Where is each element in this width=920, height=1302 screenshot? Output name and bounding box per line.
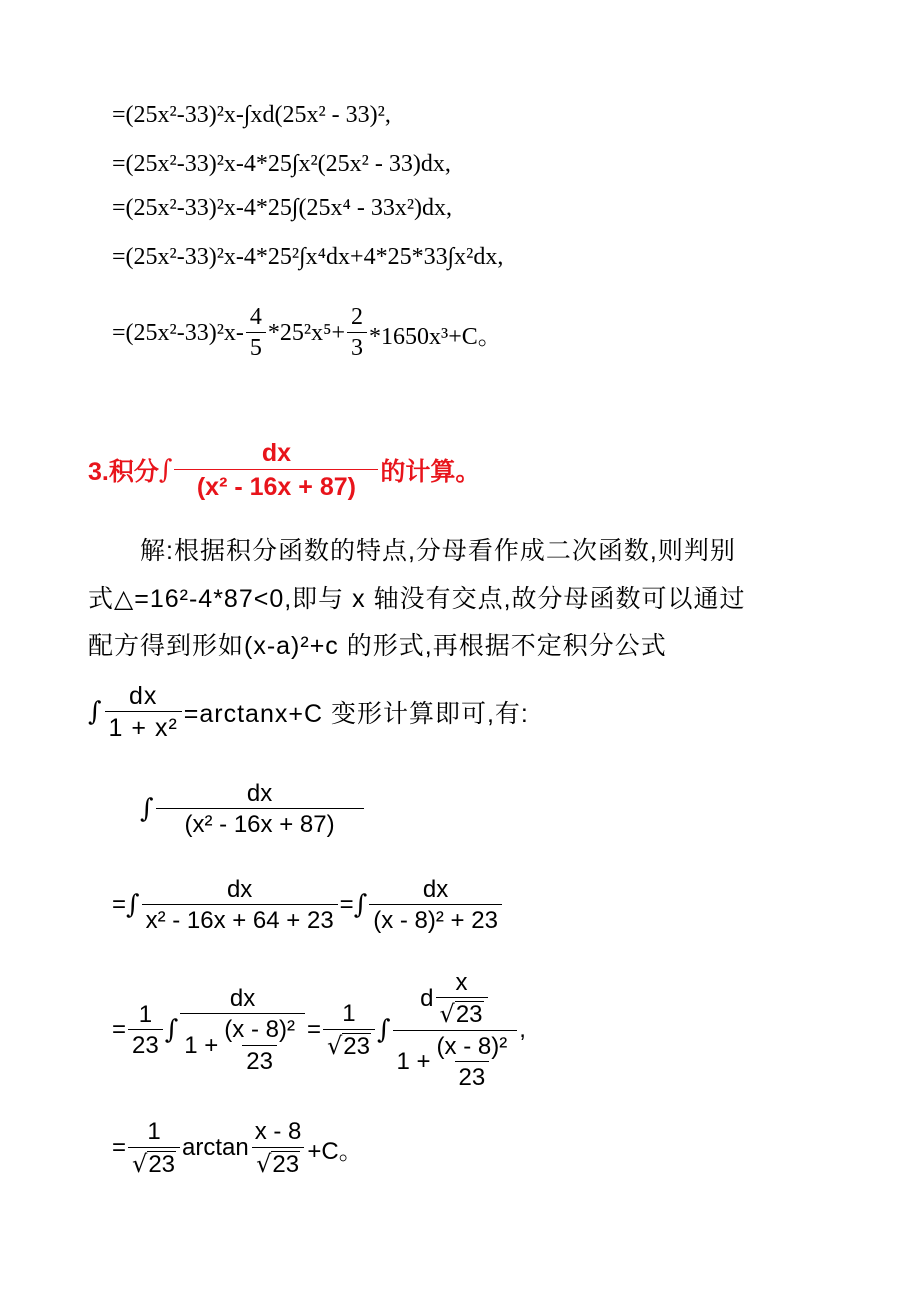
step3-fraction	[180, 986, 305, 1074]
equals-sign: =	[306, 1016, 321, 1043]
step3b-fraction	[393, 970, 518, 1090]
fraction-numerator: dx	[128, 681, 158, 710]
equals-sign: =	[339, 891, 354, 918]
fraction-numerator: dx	[246, 779, 273, 807]
denominator-prefix: 1 +	[184, 1032, 219, 1059]
fraction-numerator: dx	[422, 875, 449, 903]
step1-fraction	[156, 781, 364, 837]
fraction-numerator: 1	[342, 1000, 356, 1028]
arctan-argument-fraction	[251, 1119, 306, 1176]
sqrt-symbol	[440, 1001, 484, 1027]
fraction-numerator: 1	[138, 1000, 153, 1028]
radicand: 23	[148, 1150, 176, 1178]
integral-sign: ∫	[140, 794, 154, 824]
coefficient-fraction-sqrt	[128, 1119, 180, 1176]
section-heading	[88, 432, 480, 508]
equals-sign: =	[112, 891, 127, 918]
solution-line-3: 配方得到形如(x-a)²+c 的形式,再根据不定积分公式	[88, 632, 667, 660]
heading-fraction	[174, 440, 378, 500]
sqrt-symbol	[327, 1033, 371, 1059]
equation-line-3: =(25x²-33)²x-4*25∫(25x⁴ - 33x²)dx,	[112, 195, 453, 221]
nested-fraction	[220, 1017, 299, 1073]
fraction-numerator: 2	[351, 303, 364, 330]
step-3	[112, 960, 526, 1100]
nested-fraction	[436, 970, 488, 1027]
equation-line-4: =(25x²-33)²x-4*25²∫x⁴dx+4*25*33∫x²dx,	[112, 244, 504, 270]
solution-formula-line	[88, 676, 529, 748]
heading-prefix: 3.积分	[88, 458, 159, 486]
fraction-denominator: 3	[347, 332, 367, 361]
fraction-numerator: x - 8	[254, 1118, 302, 1146]
fraction-denominator: 1 + x²	[105, 711, 182, 741]
integral-sign: ∫	[353, 890, 368, 920]
nested-fraction	[433, 1034, 512, 1090]
step-2	[112, 866, 504, 944]
fraction-denominator	[393, 1030, 518, 1090]
fraction-denominator	[180, 1013, 305, 1073]
fraction-denominator: 23	[455, 1061, 490, 1090]
coefficient-fraction-sqrt	[323, 1001, 375, 1058]
equals-sign: =	[112, 1016, 127, 1043]
radical-icon: √	[439, 1000, 455, 1029]
integral-sign: ∫	[88, 697, 103, 727]
step-4	[112, 1108, 363, 1188]
fraction-denominator: x² - 16x + 64 + 23	[142, 904, 338, 933]
fraction-denominator: 5	[246, 332, 266, 361]
denominator-prefix: 1 +	[396, 1048, 431, 1076]
fraction-denominator: 23	[128, 1029, 163, 1058]
solution-line-2: 式△=16²-4*87<0,即与 x 轴没有交点,故分母函数可以通过	[88, 585, 746, 613]
radical-icon: √	[326, 1031, 343, 1060]
fraction-numerator: 4	[249, 303, 262, 330]
fraction-numerator	[416, 970, 493, 1029]
step2-fraction	[142, 877, 338, 933]
step-1	[140, 770, 366, 848]
radicand: 23	[272, 1150, 300, 1178]
formula-fraction	[105, 683, 182, 742]
fraction-denominator: (x - 8)² + 23	[369, 904, 502, 933]
integral-sign: ∫	[164, 1015, 179, 1045]
trailing-comma: ,	[519, 1016, 526, 1043]
radicand: 23	[343, 1032, 370, 1060]
fraction-numerator: x	[455, 969, 468, 997]
sqrt-symbol	[132, 1151, 176, 1177]
final-suffix: +C。	[307, 1137, 363, 1165]
sqrt-symbol	[256, 1151, 300, 1177]
equation-line-1: =(25x²-33)²x-∫xd(25x² - 33)²,	[112, 102, 391, 128]
integral-sign: ∫	[126, 890, 140, 920]
differential-d: d	[420, 985, 434, 1013]
radical-icon: √	[256, 1149, 272, 1178]
solution-line-1: 解:根据积分函数的特点,分母看作成二次函数,则判别	[140, 537, 736, 565]
final-middle: *25²x⁵+	[267, 319, 346, 346]
fraction-denominator	[436, 997, 488, 1027]
step2b-fraction	[369, 877, 502, 933]
fraction-numerator: (x - 8)²	[436, 1032, 508, 1060]
arctan-label: arctan	[182, 1134, 249, 1161]
equals-sign: =	[112, 1134, 127, 1161]
fraction-numerator: 1	[147, 1118, 161, 1146]
fraction-2-3	[347, 305, 367, 361]
fraction-numerator: dx	[261, 439, 291, 468]
coefficient-fraction	[128, 1002, 163, 1058]
fraction-4-5	[246, 305, 266, 361]
fraction-numerator: (x - 8)²	[224, 1016, 295, 1044]
fraction-numerator: dx	[229, 985, 256, 1013]
radicand: 23	[455, 1001, 483, 1029]
formula-suffix: =arctanx+C 变形计算即可,有:	[183, 700, 529, 728]
radical-icon: √	[132, 1149, 148, 1178]
fraction-denominator	[323, 1029, 375, 1059]
fraction-denominator	[128, 1147, 180, 1177]
heading-suffix: 的计算。	[380, 458, 481, 486]
integral-sign: ∫	[376, 1015, 391, 1045]
fraction-denominator: (x² - 16x + 87)	[156, 808, 364, 837]
fraction-numerator: dx	[226, 875, 253, 903]
final-prefix: =(25x²-33)²x-	[112, 319, 244, 346]
fraction-denominator	[252, 1147, 304, 1177]
fraction-denominator: 23	[242, 1045, 277, 1074]
integral-sign: ∫	[158, 455, 173, 485]
equation-line-5	[112, 296, 502, 370]
equation-line-2: =(25x²-33)²x-4*25∫x²(25x² - 33)dx,	[112, 151, 451, 177]
final-suffix: *1650x³+C。	[369, 323, 502, 350]
fraction-denominator: (x² - 16x + 87)	[174, 469, 378, 500]
